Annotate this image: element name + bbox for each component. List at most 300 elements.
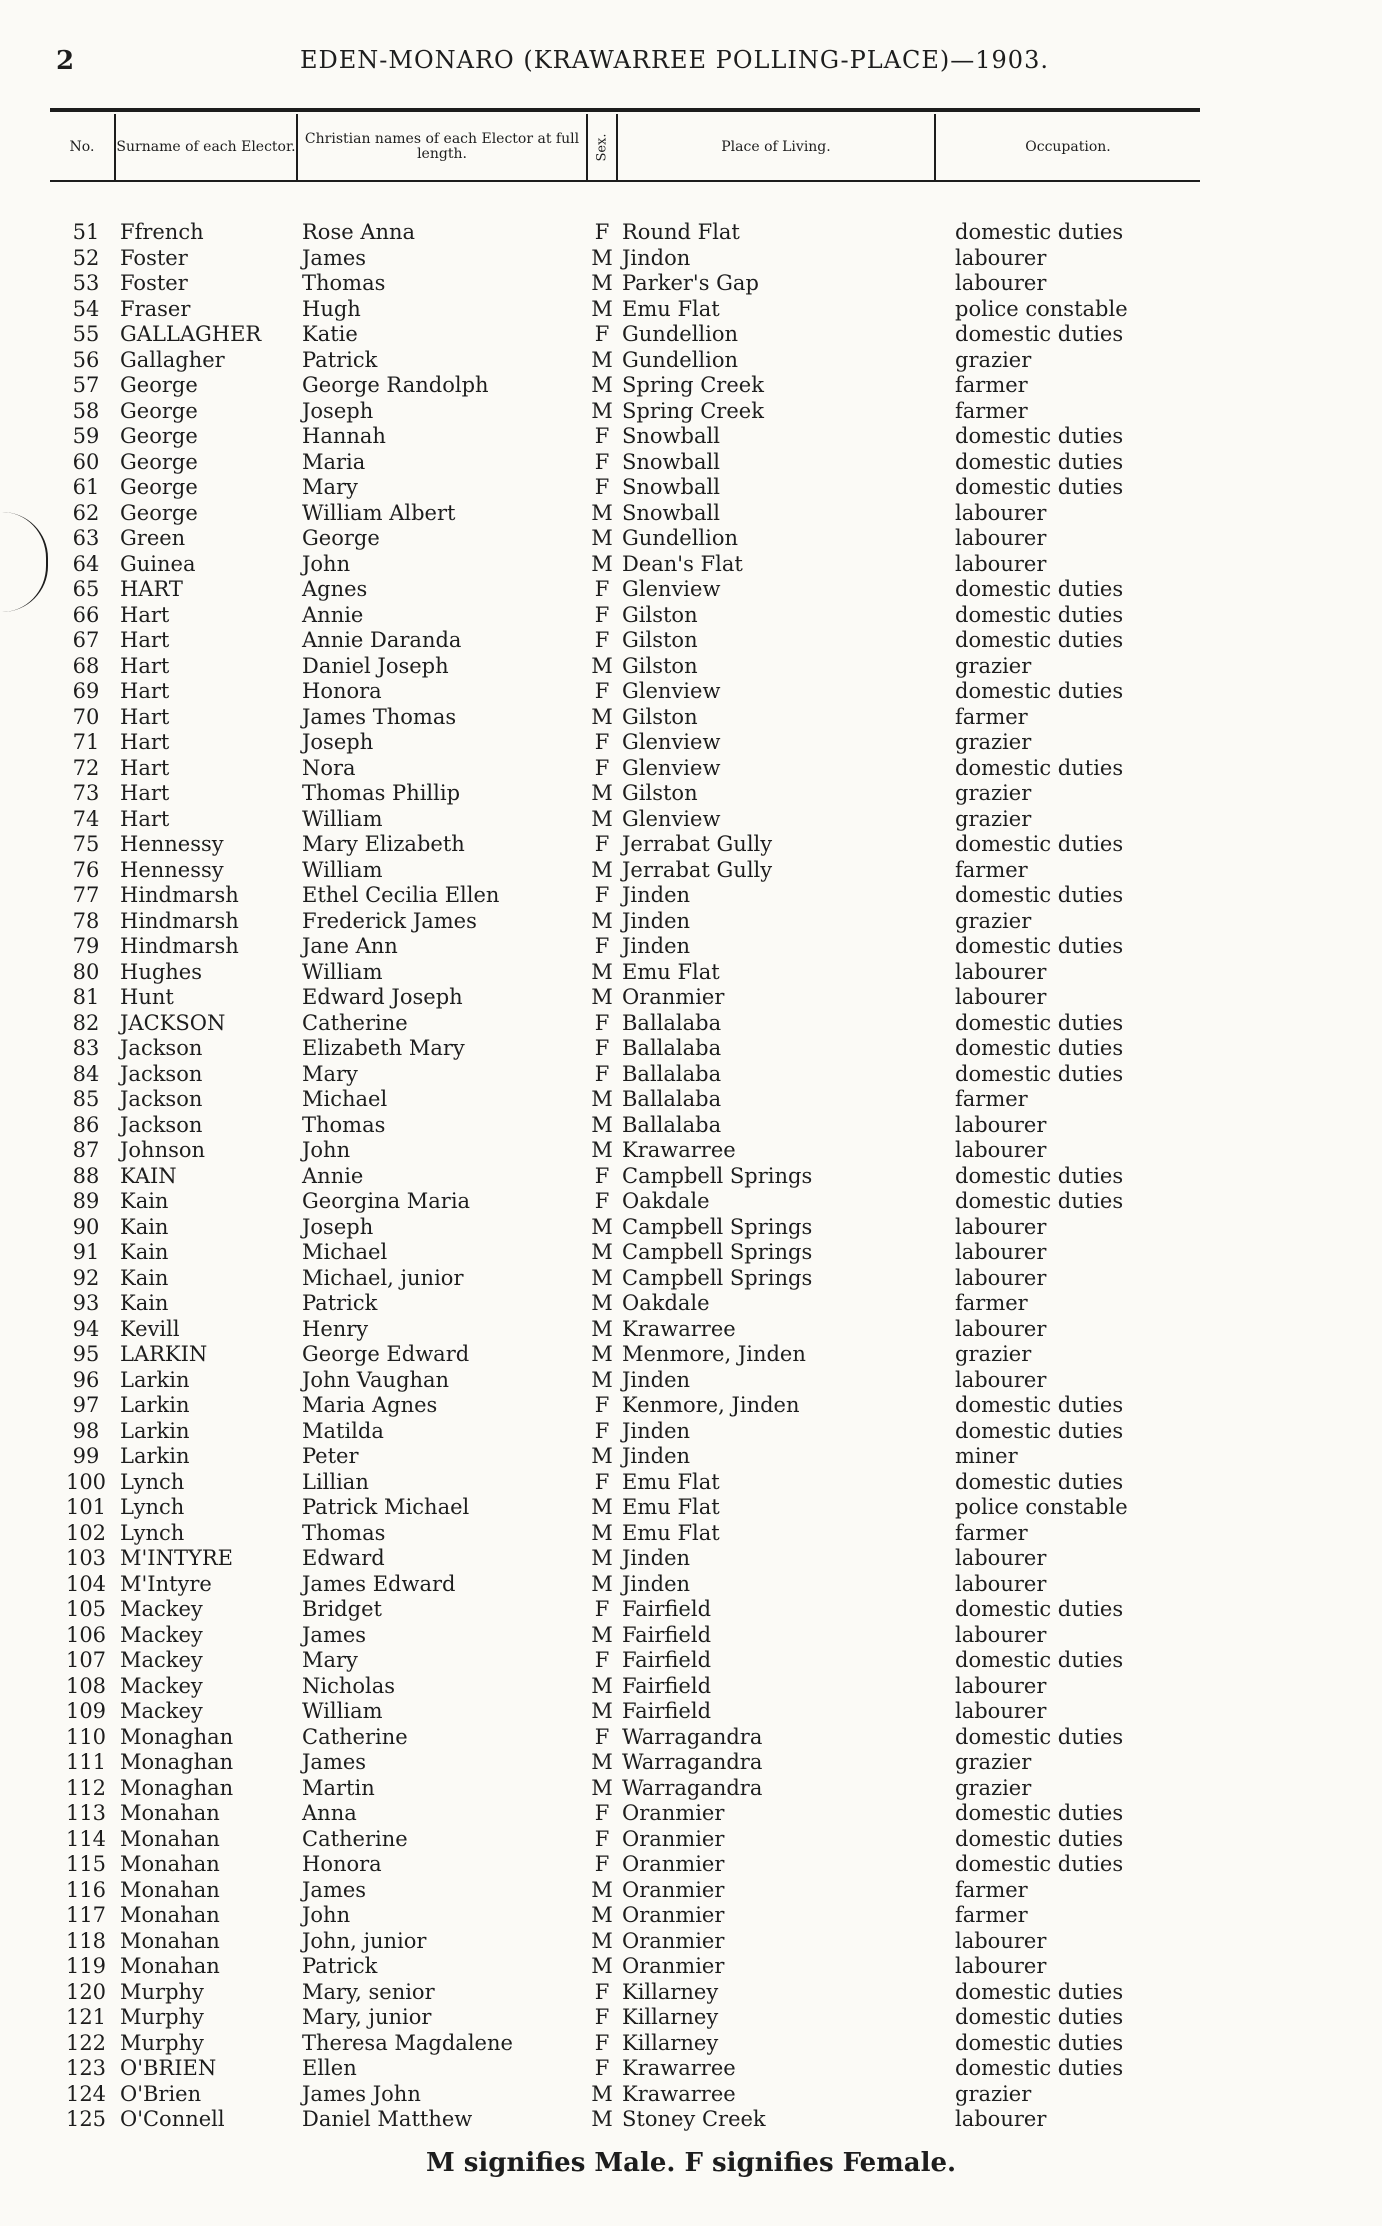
- elector-place-of-living: Campbell Springs: [622, 1265, 813, 1290]
- elector-occupation: labourer: [955, 1699, 1047, 1723]
- elector-row: [0, 220, 1382, 246]
- elector-number: 83: [72, 1036, 100, 1060]
- elector-row: [0, 1699, 1382, 1725]
- elector-place-of-living: Killarney: [622, 2030, 719, 2055]
- elector-place-of-living: Warragandra: [622, 1750, 763, 1774]
- elector-number: 55: [72, 322, 100, 346]
- elector-place-of-living: Fairfield: [622, 1597, 712, 1621]
- elector-christian-names: Michael: [302, 1240, 388, 1264]
- elector-row: [0, 1980, 1382, 2006]
- elector-christian-names: Jane Ann: [302, 934, 398, 958]
- elector-surname: Hunt: [120, 985, 174, 1009]
- elector-occupation: grazier: [955, 1342, 1032, 1366]
- elector-surname: Monahan: [120, 1826, 220, 1851]
- elector-number: 79: [72, 934, 100, 958]
- elector-sex: M: [591, 704, 613, 729]
- elector-surname: Mackey: [120, 1622, 203, 1647]
- elector-sex: M: [591, 1622, 613, 1647]
- elector-row: [0, 1648, 1382, 1674]
- elector-place-of-living: Oakdale: [622, 1189, 710, 1213]
- elector-number: 90: [72, 1214, 100, 1239]
- elector-row: [0, 1215, 1382, 1241]
- elector-sex: M: [591, 806, 613, 831]
- elector-number: 56: [72, 347, 100, 372]
- elector-place-of-living: Oranmier: [622, 1928, 725, 1953]
- elector-sex: M: [591, 1699, 613, 1723]
- elector-surname: Kevill: [120, 1316, 180, 1341]
- elector-number: 95: [72, 1342, 100, 1366]
- elector-place-of-living: Jindon: [622, 245, 691, 270]
- elector-surname: Larkin: [120, 1418, 190, 1443]
- elector-place-of-living: Oranmier: [622, 1954, 725, 1978]
- elector-surname: Hart: [120, 602, 170, 627]
- elector-surname: Green: [120, 526, 186, 550]
- elector-surname: Hindmarsh: [120, 883, 239, 907]
- elector-number: 108: [65, 1673, 107, 1698]
- elector-christian-names: Maria: [302, 449, 366, 474]
- elector-christian-names: Catherine: [302, 1724, 408, 1749]
- elector-number: 71: [72, 730, 100, 754]
- elector-row: [0, 1393, 1382, 1419]
- elector-surname: Murphy: [120, 1979, 204, 2004]
- elector-occupation: grazier: [955, 908, 1032, 933]
- elector-row: [0, 1495, 1382, 1521]
- elector-row: [0, 1776, 1382, 1802]
- elector-surname: Monahan: [120, 1801, 220, 1825]
- elector-row: [0, 705, 1382, 731]
- elector-number: 84: [72, 1061, 100, 1086]
- elector-row: [0, 1342, 1382, 1368]
- elector-place-of-living: Glenview: [622, 679, 721, 703]
- elector-christian-names: Joseph: [302, 730, 374, 754]
- elector-occupation: domestic duties: [955, 322, 1124, 346]
- elector-sex: M: [591, 373, 613, 397]
- column-header-no: No.: [50, 114, 116, 180]
- elector-number: 81: [72, 985, 100, 1009]
- elector-surname: George: [120, 373, 198, 397]
- elector-place-of-living: Campbell Springs: [622, 1163, 813, 1188]
- elector-number: 125: [65, 2107, 107, 2131]
- elector-surname: Kain: [120, 1265, 169, 1290]
- elector-row: [0, 909, 1382, 935]
- elector-place-of-living: Menmore, Jinden: [622, 1342, 806, 1366]
- elector-place-of-living: Fairfield: [622, 1699, 712, 1723]
- elector-christian-names: Thomas: [302, 1520, 386, 1545]
- elector-number: 112: [65, 1775, 107, 1800]
- elector-number: 122: [65, 2030, 107, 2055]
- elector-row: [0, 526, 1382, 552]
- elector-row: [0, 501, 1382, 527]
- elector-number: 120: [65, 1979, 107, 2004]
- elector-row: [0, 832, 1382, 858]
- column-header-sex: Sex.: [588, 114, 618, 180]
- elector-occupation: labourer: [955, 1954, 1047, 1978]
- elector-occupation: labourer: [955, 1546, 1047, 1570]
- elector-row: [0, 1036, 1382, 1062]
- elector-surname: Mackey: [120, 1648, 203, 1672]
- elector-christian-names: Mary: [302, 1648, 358, 1672]
- elector-place-of-living: Spring Creek: [622, 398, 764, 423]
- elector-christian-names: George Randolph: [302, 373, 489, 397]
- elector-row: [0, 424, 1382, 450]
- elector-number: 58: [72, 398, 100, 423]
- elector-place-of-living: Gilston: [622, 628, 698, 652]
- elector-place-of-living: Parker's Gap: [622, 271, 759, 295]
- elector-surname: Monahan: [120, 1877, 220, 1902]
- elector-occupation: domestic duties: [955, 755, 1124, 780]
- elector-surname: Larkin: [120, 1444, 190, 1468]
- elector-christian-names: James John: [302, 2081, 421, 2106]
- elector-number: 80: [72, 959, 100, 984]
- elector-occupation: labourer: [955, 245, 1047, 270]
- elector-row: [0, 577, 1382, 603]
- elector-occupation: farmer: [955, 1087, 1028, 1111]
- elector-christian-names: Patrick: [302, 1291, 378, 1315]
- elector-christian-names: Annie: [302, 602, 364, 627]
- elector-number: 116: [65, 1877, 107, 1902]
- elector-christian-names: Henry: [302, 1316, 369, 1341]
- elector-surname: Jackson: [120, 1112, 203, 1137]
- elector-row: [0, 1419, 1382, 1445]
- elector-surname: Fraser: [120, 296, 191, 321]
- elector-place-of-living: Glenview: [622, 806, 721, 831]
- elector-christian-names: Hannah: [302, 424, 386, 448]
- elector-christian-names: Michael: [302, 1087, 388, 1111]
- elector-occupation: labourer: [955, 551, 1047, 576]
- elector-surname: Hart: [120, 755, 170, 780]
- elector-number: 89: [72, 1189, 100, 1213]
- elector-occupation: grazier: [955, 781, 1032, 805]
- elector-occupation: labourer: [955, 985, 1047, 1009]
- elector-number: 109: [65, 1699, 107, 1723]
- elector-christian-names: Hugh: [302, 296, 361, 321]
- elector-number: 107: [65, 1648, 107, 1672]
- elector-surname: Mackey: [120, 1673, 203, 1698]
- elector-number: 62: [72, 500, 100, 525]
- elector-christian-names: Joseph: [302, 398, 374, 423]
- elector-row: [0, 730, 1382, 756]
- elector-christian-names: Agnes: [302, 577, 368, 601]
- elector-sex: F: [594, 2030, 610, 2055]
- elector-row: [0, 1750, 1382, 1776]
- elector-place-of-living: Gilston: [622, 704, 698, 729]
- elector-row: [0, 2082, 1382, 2108]
- elector-surname: O'Connell: [120, 2107, 225, 2131]
- elector-christian-names: Catherine: [302, 1826, 408, 1851]
- elector-sex: M: [591, 1214, 613, 1239]
- elector-sex: F: [594, 1648, 610, 1672]
- elector-christian-names: Michael, junior: [302, 1265, 464, 1290]
- elector-number: 70: [72, 704, 100, 729]
- elector-surname: Larkin: [120, 1367, 190, 1392]
- elector-occupation: domestic duties: [955, 934, 1124, 958]
- elector-occupation: farmer: [955, 398, 1028, 423]
- elector-place-of-living: Snowball: [622, 424, 720, 448]
- elector-place-of-living: Krawarree: [622, 1316, 736, 1341]
- elector-row: [0, 297, 1382, 323]
- elector-sex: F: [594, 1036, 610, 1060]
- elector-christian-names: Honora: [302, 679, 382, 703]
- elector-place-of-living: Fairfield: [622, 1673, 712, 1698]
- elector-sex: M: [591, 245, 613, 270]
- elector-surname: KAIN: [120, 1163, 177, 1188]
- elector-number: 119: [65, 1954, 107, 1978]
- elector-christian-names: Katie: [302, 322, 358, 346]
- elector-sex: M: [591, 1265, 613, 1290]
- elector-christian-names: William: [302, 959, 383, 984]
- elector-sex: F: [594, 832, 610, 856]
- elector-christian-names: William Albert: [302, 500, 456, 525]
- elector-sex: F: [594, 628, 610, 652]
- elector-number: 59: [72, 424, 100, 448]
- elector-number: 54: [72, 296, 100, 321]
- elector-place-of-living: Glenview: [622, 730, 721, 754]
- elector-number: 94: [72, 1316, 100, 1341]
- elector-sex: F: [594, 1979, 610, 2004]
- elector-occupation: domestic duties: [955, 2056, 1124, 2080]
- elector-christian-names: Ellen: [302, 2056, 357, 2080]
- elector-row: [0, 1827, 1382, 1853]
- elector-sex: F: [594, 1418, 610, 1443]
- elector-occupation: domestic duties: [955, 424, 1124, 448]
- elector-occupation: farmer: [955, 1877, 1028, 1902]
- elector-place-of-living: Oranmier: [622, 1877, 725, 1902]
- elector-sex: M: [591, 1775, 613, 1800]
- elector-surname: Kain: [120, 1240, 169, 1264]
- elector-christian-names: Mary Elizabeth: [302, 832, 465, 856]
- elector-surname: Mackey: [120, 1597, 203, 1621]
- elector-sex: M: [591, 1342, 613, 1366]
- elector-place-of-living: Gilston: [622, 602, 698, 627]
- elector-christian-names: James: [302, 1750, 367, 1774]
- elector-sex: M: [591, 1367, 613, 1392]
- elector-row: [0, 1113, 1382, 1139]
- elector-surname: Jackson: [120, 1061, 203, 1086]
- elector-christian-names: James: [302, 245, 367, 270]
- elector-christian-names: Annie: [302, 1163, 364, 1188]
- elector-occupation: domestic duties: [955, 1061, 1124, 1086]
- elector-christian-names: James Thomas: [302, 704, 457, 729]
- elector-surname: George: [120, 449, 198, 474]
- elector-occupation: domestic duties: [955, 2005, 1124, 2029]
- elector-sex: M: [591, 2081, 613, 2106]
- elector-occupation: labourer: [955, 1673, 1047, 1698]
- elector-number: 121: [65, 2005, 107, 2029]
- elector-christian-names: Maria Agnes: [302, 1393, 438, 1417]
- elector-surname: HART: [120, 577, 183, 601]
- elector-surname: Hart: [120, 679, 170, 703]
- elector-row: [0, 985, 1382, 1011]
- elector-place-of-living: Krawarree: [622, 2056, 736, 2080]
- elector-surname: O'Brien: [120, 2081, 202, 2106]
- elector-surname: M'INTYRE: [120, 1546, 233, 1570]
- elector-christian-names: Nora: [302, 755, 356, 780]
- elector-row: [0, 1138, 1382, 1164]
- elector-row: [0, 654, 1382, 680]
- elector-row: [0, 1291, 1382, 1317]
- elector-surname: Kain: [120, 1189, 169, 1213]
- elector-place-of-living: Snowball: [622, 449, 720, 474]
- elector-place-of-living: Krawarree: [622, 1138, 736, 1162]
- elector-row: [0, 246, 1382, 272]
- elector-row: [0, 628, 1382, 654]
- elector-christian-names: John, junior: [302, 1928, 427, 1953]
- elector-place-of-living: Gundellion: [622, 526, 739, 550]
- elector-place-of-living: Jerrabat Gully: [622, 857, 773, 882]
- elector-place-of-living: Warragandra: [622, 1724, 763, 1749]
- elector-place-of-living: Gilston: [622, 781, 698, 805]
- elector-surname: Hart: [120, 653, 170, 678]
- elector-place-of-living: Oranmier: [622, 1826, 725, 1851]
- elector-sex: F: [594, 1189, 610, 1213]
- elector-number: 53: [72, 271, 100, 295]
- elector-surname: Hennessy: [120, 857, 224, 882]
- column-header-surname: Surname of each Elector.: [116, 114, 298, 180]
- elector-occupation: labourer: [955, 1622, 1047, 1647]
- elector-place-of-living: Jerrabat Gully: [622, 832, 773, 856]
- elector-place-of-living: Ballalaba: [622, 1010, 722, 1035]
- elector-number: 67: [72, 628, 100, 652]
- elector-number: 72: [72, 755, 100, 780]
- elector-occupation: domestic duties: [955, 1852, 1124, 1876]
- page-header: [0, 46, 1382, 86]
- elector-occupation: domestic duties: [955, 628, 1124, 652]
- elector-number: 97: [72, 1393, 100, 1417]
- elector-number: 73: [72, 781, 100, 805]
- elector-surname: Gallagher: [120, 347, 225, 372]
- elector-row: [0, 679, 1382, 705]
- elector-sex: M: [591, 1112, 613, 1137]
- elector-number: 100: [65, 1469, 107, 1494]
- elector-row: [0, 2031, 1382, 2057]
- elector-surname: Jackson: [120, 1036, 203, 1060]
- elector-occupation: domestic duties: [955, 1469, 1124, 1494]
- elector-occupation: domestic duties: [955, 1826, 1124, 1851]
- elector-row: [0, 2005, 1382, 2031]
- elector-sex: F: [594, 883, 610, 907]
- elector-occupation: labourer: [955, 2107, 1047, 2131]
- elector-christian-names: Nicholas: [302, 1673, 396, 1698]
- elector-place-of-living: Ballalaba: [622, 1112, 722, 1137]
- elector-row: [0, 1266, 1382, 1292]
- elector-surname: Mackey: [120, 1699, 203, 1723]
- elector-row: [0, 348, 1382, 374]
- elector-sex: M: [591, 1138, 613, 1162]
- elector-sex: F: [594, 220, 610, 244]
- elector-sex: F: [594, 475, 610, 499]
- elector-number: 78: [72, 908, 100, 933]
- elector-sex: F: [594, 755, 610, 780]
- elector-sex: M: [591, 271, 613, 295]
- elector-number: 66: [72, 602, 100, 627]
- elector-christian-names: John: [302, 551, 351, 576]
- elector-christian-names: George Edward: [302, 1342, 470, 1366]
- elector-surname: Hart: [120, 628, 170, 652]
- elector-sex: F: [594, 1597, 610, 1621]
- elector-sex: M: [591, 551, 613, 576]
- elector-sex: M: [591, 985, 613, 1009]
- elector-row: [0, 1087, 1382, 1113]
- elector-sex: F: [594, 2056, 610, 2080]
- header-rule: [50, 108, 1200, 112]
- elector-occupation: labourer: [955, 1138, 1047, 1162]
- elector-christian-names: Elizabeth Mary: [302, 1036, 465, 1060]
- elector-sex: M: [591, 1240, 613, 1264]
- elector-surname: Hindmarsh: [120, 934, 239, 958]
- elector-number: 64: [72, 551, 100, 576]
- elector-place-of-living: Glenview: [622, 577, 721, 601]
- elector-place-of-living: Emu Flat: [622, 1469, 720, 1494]
- elector-row: [0, 1240, 1382, 1266]
- elector-occupation: labourer: [955, 1316, 1047, 1341]
- elector-surname: Hart: [120, 806, 170, 831]
- elector-sex: F: [594, 1724, 610, 1749]
- elector-sex: M: [591, 398, 613, 423]
- elector-row: [0, 1852, 1382, 1878]
- elector-sex: F: [594, 1801, 610, 1825]
- elector-surname: O'BRIEN: [120, 2056, 217, 2080]
- elector-surname: Monahan: [120, 1903, 220, 1927]
- elector-row: [0, 450, 1382, 476]
- elector-place-of-living: Jinden: [622, 883, 691, 907]
- elector-place-of-living: Fairfield: [622, 1648, 712, 1672]
- elector-number: 117: [65, 1903, 107, 1927]
- elector-occupation: domestic duties: [955, 1010, 1124, 1035]
- elector-row: [0, 756, 1382, 782]
- elector-christian-names: Ethel Cecilia Ellen: [302, 883, 500, 907]
- elector-christian-names: Peter: [302, 1444, 359, 1468]
- elector-place-of-living: Killarney: [622, 2005, 719, 2029]
- elector-christian-names: Lillian: [302, 1469, 369, 1494]
- elector-christian-names: William: [302, 806, 383, 831]
- elector-occupation: labourer: [955, 526, 1047, 550]
- elector-christian-names: Annie Daranda: [302, 628, 462, 652]
- elector-sex: M: [591, 500, 613, 525]
- elector-occupation: domestic duties: [955, 2030, 1124, 2055]
- elector-row: [0, 2107, 1382, 2133]
- elector-christian-names: James: [302, 1877, 367, 1902]
- elector-place-of-living: Jinden: [622, 1571, 691, 1596]
- elector-sex: M: [591, 2107, 613, 2131]
- elector-number: 74: [72, 806, 100, 831]
- elector-christian-names: Thomas Phillip: [302, 781, 461, 805]
- elector-christian-names: William: [302, 1699, 383, 1723]
- elector-place-of-living: Jinden: [622, 908, 691, 933]
- elector-occupation: labourer: [955, 1265, 1047, 1290]
- elector-row: [0, 552, 1382, 578]
- elector-sex: M: [591, 347, 613, 372]
- elector-surname: JACKSON: [120, 1010, 226, 1035]
- elector-row: [0, 1878, 1382, 1904]
- elector-number: 91: [72, 1240, 100, 1264]
- elector-row: [0, 934, 1382, 960]
- elector-row: [0, 1189, 1382, 1215]
- elector-occupation: labourer: [955, 1367, 1047, 1392]
- elector-sex: M: [591, 1673, 613, 1698]
- elector-occupation: labourer: [955, 500, 1047, 525]
- elector-row: [0, 883, 1382, 909]
- elector-sex: M: [591, 296, 613, 321]
- elector-row: [0, 960, 1382, 986]
- elector-place-of-living: Warragandra: [622, 1775, 763, 1800]
- elector-place-of-living: Snowball: [622, 475, 720, 499]
- page-title: EDEN-MONARO (KRAWARREE POLLING-PLACE)—1903.: [300, 46, 1049, 74]
- elector-place-of-living: Campbell Springs: [622, 1240, 813, 1264]
- elector-occupation: domestic duties: [955, 1979, 1124, 2004]
- elector-occupation: grazier: [955, 2081, 1032, 2106]
- elector-sex: M: [591, 526, 613, 550]
- elector-surname: Monaghan: [120, 1775, 234, 1800]
